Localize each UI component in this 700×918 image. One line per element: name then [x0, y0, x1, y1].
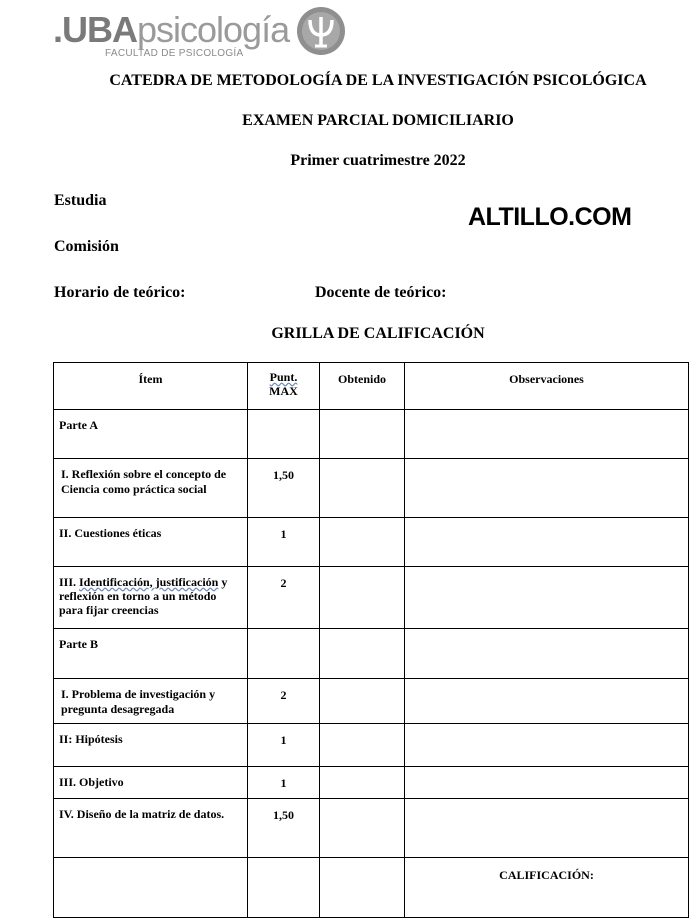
grid-title: GRILLA DE CALIFICACIÓN	[271, 325, 485, 342]
row-obtained-cell[interactable]	[320, 410, 405, 459]
grid-header-row	[54, 363, 689, 410]
row-max	[248, 629, 320, 679]
row-observations-cell[interactable]	[405, 799, 689, 858]
student-label: Estudia	[54, 192, 107, 209]
chair-title: CATEDRA DE METODOLOGÍA DE LA INVESTIGACIÓN PSICOLÓGICA	[109, 72, 647, 89]
grade-label[interactable]: CALIFICACIÓN:	[405, 858, 689, 918]
row-item: I. Problema de investigación y pregunta desagregada	[54, 679, 248, 724]
table-row	[54, 724, 689, 767]
grade-row	[54, 858, 689, 918]
row-observations-cell[interactable]	[405, 629, 689, 679]
row-max: 1	[248, 767, 320, 799]
row-max: 1	[248, 518, 320, 567]
row-max: 1,50	[248, 799, 320, 858]
watermark: ALTILLO.COM	[468, 203, 632, 231]
row-observations-cell[interactable]	[405, 724, 689, 767]
header-item: Ítem	[54, 363, 248, 410]
table-row	[54, 799, 689, 858]
table-row	[54, 459, 689, 518]
row-max: 2	[248, 679, 320, 724]
row-obtained-cell[interactable]	[320, 629, 405, 679]
row-observations-cell[interactable]	[405, 410, 689, 459]
row-obtained-cell[interactable]	[320, 459, 405, 518]
row-item: II: Hipótesis	[54, 724, 248, 767]
grading-grid	[53, 362, 689, 918]
row-item: IV. Diseño de la matriz de datos.	[54, 799, 248, 858]
row-max: 2	[248, 567, 320, 629]
theory-schedule-label: Horario de teórico:	[54, 284, 186, 301]
exam-type: EXAMEN PARCIAL DOMICILIARIO	[242, 112, 514, 129]
row-item: Parte A	[54, 410, 248, 459]
row-item: I. Reflexión sobre el concepto de Ciencia como práctica social	[54, 459, 248, 518]
psi-seal-icon	[296, 6, 346, 56]
grade-empty-cell	[248, 858, 320, 918]
table-row	[54, 567, 689, 629]
row-obtained-cell[interactable]	[320, 679, 405, 724]
table-row	[54, 629, 689, 679]
header-observations: Observaciones	[405, 363, 689, 410]
table-row	[54, 410, 689, 459]
table-row	[54, 679, 689, 724]
row-obtained-cell[interactable]	[320, 799, 405, 858]
table-row	[54, 767, 689, 799]
row-observations-cell[interactable]	[405, 459, 689, 518]
row-obtained-cell[interactable]	[320, 767, 405, 799]
row-max: 1,50	[248, 459, 320, 518]
row-observations-cell[interactable]	[405, 767, 689, 799]
theory-teacher-label: Docente de teórico:	[315, 284, 447, 301]
logo-faculty-text: FACULTAD DE PSICOLOGÍA	[105, 48, 244, 59]
row-obtained-cell[interactable]	[320, 518, 405, 567]
row-max: 1	[248, 724, 320, 767]
row-item: III. Identificación, justificación y reflexión en torno a un método para fijar creencias	[54, 567, 248, 629]
logo-wordmark: .UBApsicología	[53, 9, 290, 50]
header-obtained: Obtenido	[320, 363, 405, 410]
term: Primer cuatrimestre 2022	[290, 152, 466, 169]
row-item: Parte B	[54, 629, 248, 679]
row-observations-cell[interactable]	[405, 567, 689, 629]
grade-empty-cell	[54, 858, 248, 918]
header-max: Punt. MAX	[248, 363, 320, 410]
row-obtained-cell[interactable]	[320, 724, 405, 767]
row-item: III. Objetivo	[54, 767, 248, 799]
table-row	[54, 518, 689, 567]
row-max	[248, 410, 320, 459]
row-obtained-cell[interactable]	[320, 567, 405, 629]
grade-empty-cell	[320, 858, 405, 918]
row-item: II. Cuestiones éticas	[54, 518, 248, 567]
row-observations-cell[interactable]	[405, 518, 689, 567]
commission-label: Comisión	[54, 238, 119, 255]
row-observations-cell[interactable]	[405, 679, 689, 724]
